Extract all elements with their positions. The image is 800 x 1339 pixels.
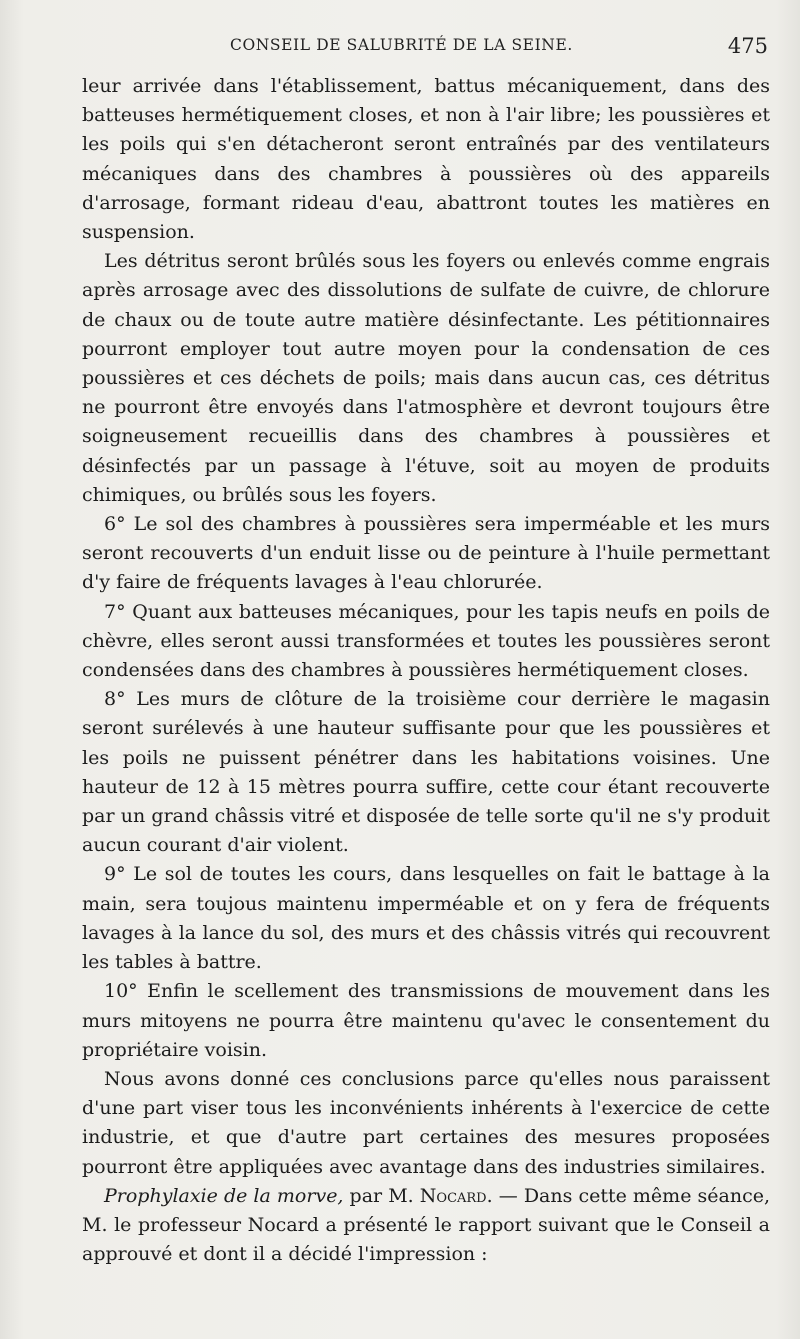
section-intro-text: . — Dans cette même séance, M. le professeur Nocard a présenté le rapport suivant que le Conseil a approuvé et dont il a décidé l'impression : — [82, 1184, 770, 1266]
paragraph-item-7: 7° Quant aux batteuses mécaniques, pour les tapis neufs en poils de chèvre, elles seront aussi transformées et toutes les poussières seront condensées dans des chambres à poussières hermétiquement closes. — [82, 600, 770, 682]
running-head: CONSEIL DE SALUBRITÉ DE LA SEINE. — [230, 36, 573, 54]
author-name: Nocard — [419, 1184, 487, 1207]
byline-text: par M. — [343, 1184, 420, 1207]
paragraph-conclusion: Nous avons donné ces conclusions parce qu'elles nous paraissent d'une part viser tous les inconvénients inhérents à l'exercice de cette industrie, et que d'autre part certaines des mesures proposées pourront être appliquées avec avantage dans des industries similaires. — [82, 1067, 770, 1178]
paragraph-item-8: 8° Les murs de clôture de la troisième cour derrière le magasin seront surélevés à une hauteur suffisante pour que les poussières et les poils ne puissent pénétrer dans les habitations voisines. Une hauteur de 12 à 15 mètres pourra suffire, cette cour étant recouverte par un grand châssis vitré et disposée de telle sorte qu'il ne s'y produit aucun courant d'air violent. — [82, 688, 770, 857]
page-header — [80, 34, 768, 64]
section-title: Prophylaxie de la morve, — [104, 1184, 344, 1207]
page-body — [82, 72, 770, 1269]
paragraph-detritus: Les détritus seront brûlés sous les foyers ou enlevés comme engrais après arrosage avec des dissolutions de sulfate de cuivre, de chlorure de chaux ou de toute autre matière désinfectante. Les pétitionnaires pourront employer tout autre moyen pour la condensation de ces poussières et ces déchets de poils; mais dans aucun cas, ces détritus ne pourront être envoyés dans l'atmosphère et devront toujours être soigneusement recueillis dans des chambres à poussières et désinfectés par un passage à l'étuve, soit au moyen de produits chimiques, ou brûlés sous les foyers. — [82, 250, 770, 506]
page-number: 475 — [727, 34, 768, 58]
paragraph-item-6: 6° Le sol des chambres à poussières sera imperméable et les murs seront recouverts d'un enduit lisse ou de peinture à l'huile permettant d'y faire de fréquents lavages à l'eau chlorurée. — [82, 513, 770, 594]
paragraph-continuation: leur arrivée dans l'établissement, battus mécaniquement, dans des batteuses hermétiquement closes, et non à l'air libre; les poussières et les poils qui s'en détacheront seront entraînés par des ventilateurs mécaniques dans des chambres à poussières où des appareils d'arrosage, formant rideau d'eau, abattront toutes les matières en suspension. — [82, 75, 770, 244]
paragraph-item-10: 10° Enfin le scellement des transmissions de mouvement dans les murs mitoyens ne pourra être maintenu qu'avec le consentement du propriétaire voisin. — [82, 980, 770, 1061]
paragraph-prophylaxie — [82, 1182, 770, 1270]
paragraph-item-9: 9° Le sol de toutes les cours, dans lesquelles on fait le battage à la main, sera toujous maintenu imperméable et on y fera de fréquents lavages à la lance du sol, des murs et des châssis vitrés qui recouvrent les tables à battre. — [82, 863, 770, 974]
